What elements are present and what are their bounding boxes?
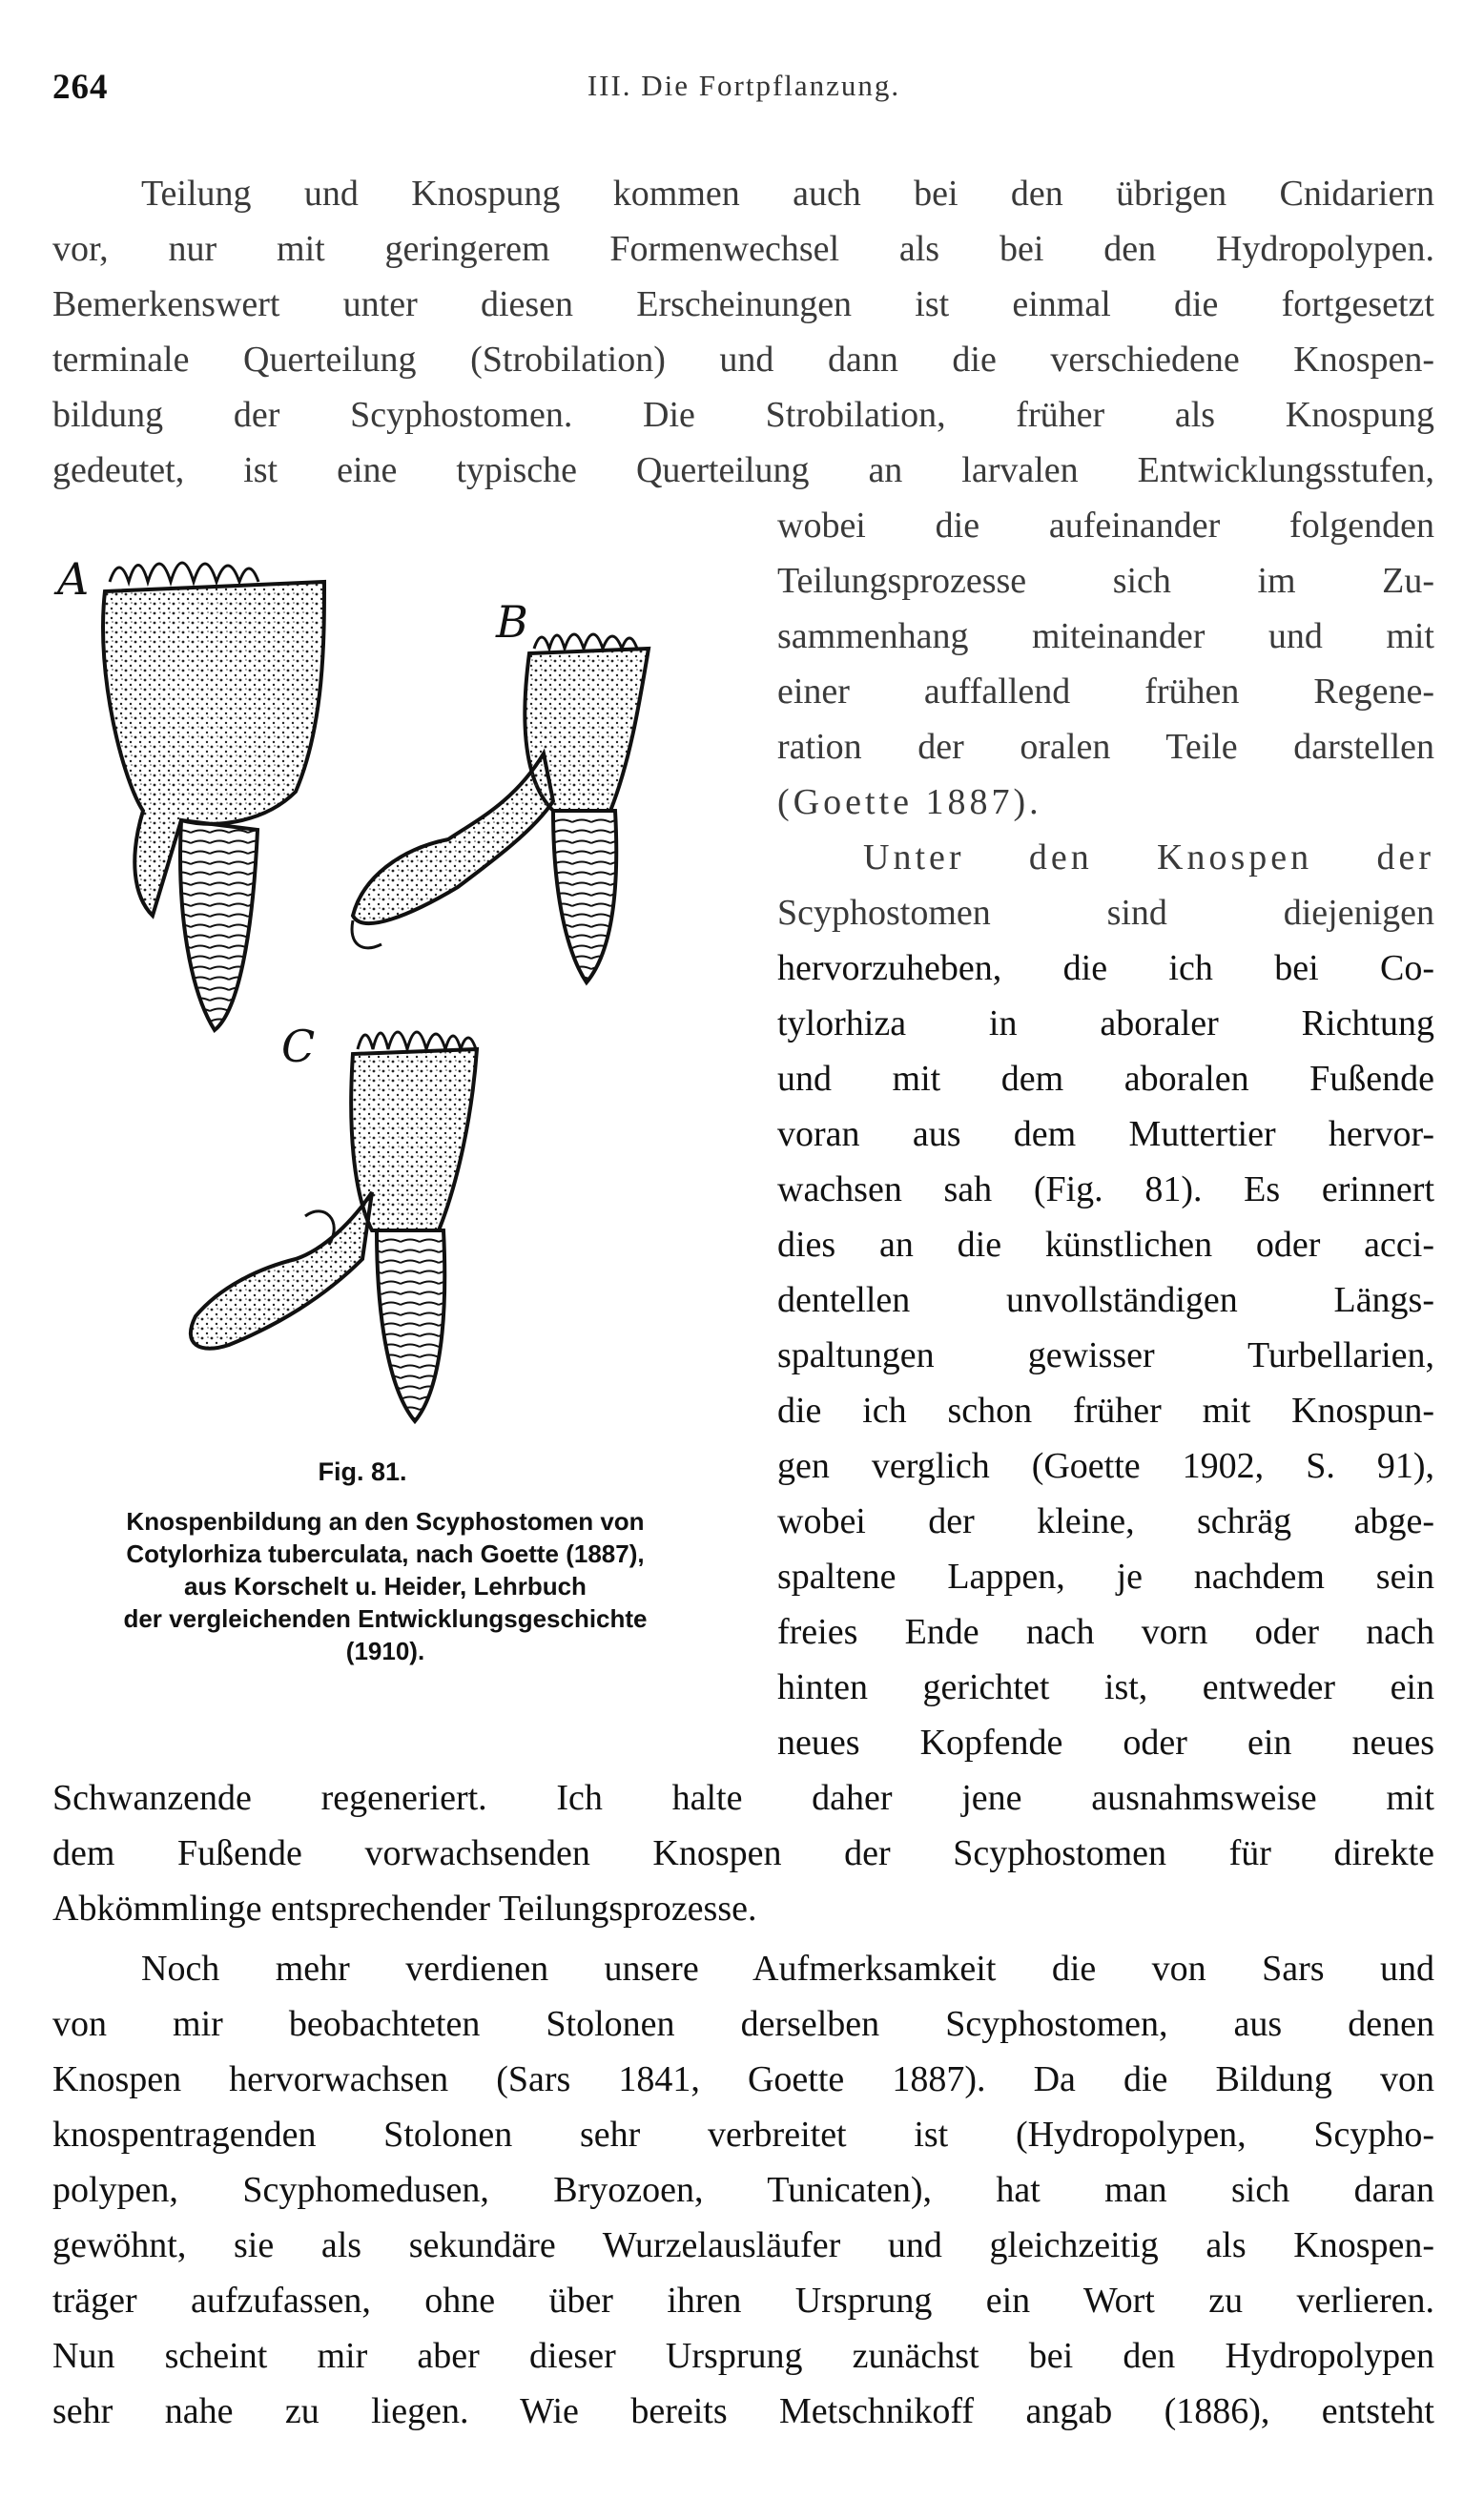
caption-line: Cotylorhiza tuberculata, nach Goette (1887), (126, 1539, 645, 1568)
text-line: knospentragenden Stolonen sehr verbreitet ist (Hydropolypen, Scypho- (52, 2115, 1434, 2155)
text-line: und mit dem aboralen Fußende (777, 1059, 1434, 1099)
text-line: Teilungsprozesse sich im Zu- (777, 561, 1434, 601)
text-line: einer auffallend frühen Regene- (777, 671, 1434, 712)
text-line: freies Ende nach vorn oder nach (777, 1612, 1434, 1652)
text-line: spaltene Lappen, je nachdem sein (777, 1557, 1434, 1597)
text-line: tylorhiza in aboraler Richtung (777, 1003, 1434, 1043)
text-line: bildung der Scyphostomen. Die Strobilation, früher als Knospung (52, 395, 1434, 435)
text-line: träger aufzufassen, ohne über ihren Ursprung ein Wort zu verlieren. (52, 2281, 1434, 2321)
scyphostoma-illustration (38, 534, 744, 1450)
caption-line: der vergleichenden Entwicklungsgeschichte (123, 1604, 648, 1633)
text-line: Noch mehr verdienen unsere Aufmerksamkeit die von Sars und (141, 1949, 1434, 1989)
text-line: Bemerkenswert unter diesen Erscheinungen ist einmal die fortgesetzt (52, 284, 1434, 324)
polyp-c (191, 1032, 477, 1421)
text-line: dentellen unvollständigen Längs- (777, 1280, 1434, 1320)
polyp-b (352, 634, 649, 982)
text-line: vor, nur mit geringerem Formenwechsel als bei den Hydropolypen. (52, 229, 1434, 269)
text-line: spaltungen gewisser Turbellarien, (777, 1335, 1434, 1375)
polyp-a (103, 563, 324, 1030)
text-line: ration der oralen Teile darstellen (777, 727, 1434, 767)
figure-label-b: B (496, 596, 528, 648)
running-head: III. Die Fortpflanzung. (587, 69, 901, 102)
text-line: neues Kopfende oder ein neues (777, 1723, 1434, 1763)
figure-81 (38, 534, 744, 1488)
figure-caption (46, 1505, 725, 1667)
page-header (52, 67, 1435, 114)
text-line: Nun scheint mir aber dieser Ursprung zunächst bei den Hydropolypen (52, 2336, 1434, 2376)
text-line: (Goette 1887). (777, 782, 1042, 822)
text-line: Schwanzende regeneriert. Ich halte daher jene ausnahmsweise mit (52, 1778, 1434, 1818)
text-line: wobei der kleine, schräg abge- (777, 1501, 1434, 1541)
text-line: von mir beobachteten Stolonen derselben Scyphostomen, aus denen (52, 2004, 1434, 2044)
text-line: sehr nahe zu liegen. Wie bereits Metschnikoff angab (1886), entsteht (52, 2391, 1434, 2431)
figure-label-c: C (281, 1021, 316, 1072)
text-line: Abkömmlinge entsprechender Teilungsprozesse. (52, 1889, 757, 1929)
text-line: Knospen hervorwachsen (Sars 1841, Goette 1887). Da die Bildung von (52, 2059, 1434, 2099)
text-line: gen verglich (Goette 1902, S. 91), (777, 1446, 1434, 1486)
caption-line: aus Korschelt u. Heider, Lehrbuch (184, 1572, 587, 1601)
text-line: voran aus dem Muttertier hervor- (777, 1114, 1434, 1154)
text-line: hervorzuheben, die ich bei Co- (777, 948, 1434, 988)
text-line: dies an die künstlichen oder acci- (777, 1225, 1434, 1265)
figure-label-a: A (57, 553, 90, 605)
text-line: terminale Querteilung (Strobilation) und dann die verschiedene Knospen- (52, 340, 1434, 380)
text-line: gewöhnt, sie als sekundäre Wurzelausläufer und gleichzeitig als Knospen- (52, 2225, 1434, 2265)
text-line: sammenhang miteinander und mit (777, 616, 1434, 656)
caption-line: Knospenbildung an den Scyphostomen von (126, 1507, 645, 1536)
page-number: 264 (52, 68, 109, 107)
text-line: Teilung und Knospung kommen auch bei den übrigen Cnidariern (141, 174, 1434, 214)
figure-number: Fig. 81. (318, 1457, 407, 1486)
text-line: dem Fußende vorwachsenden Knospen der Scyphostomen für direkte (52, 1833, 1434, 1873)
text-line: Scyphostomen sind diejenigen (777, 893, 1434, 933)
text-line: wobei die aufeinander folgenden (777, 506, 1434, 546)
text-line: die ich schon früher mit Knospun- (777, 1391, 1434, 1431)
text-line: wachsen sah (Fig. 81). Es erinnert (777, 1169, 1434, 1209)
text-line: polypen, Scyphomedusen, Bryozoen, Tunicaten), hat man sich daran (52, 2170, 1434, 2210)
text-line: Unter den Knospen der (863, 837, 1434, 878)
text-line: gedeutet, ist eine typische Querteilung an larvalen Entwicklungsstufen, (52, 450, 1434, 490)
caption-line: (1910). (345, 1637, 425, 1665)
text-line: hinten gerichtet ist, entweder ein (777, 1667, 1434, 1707)
